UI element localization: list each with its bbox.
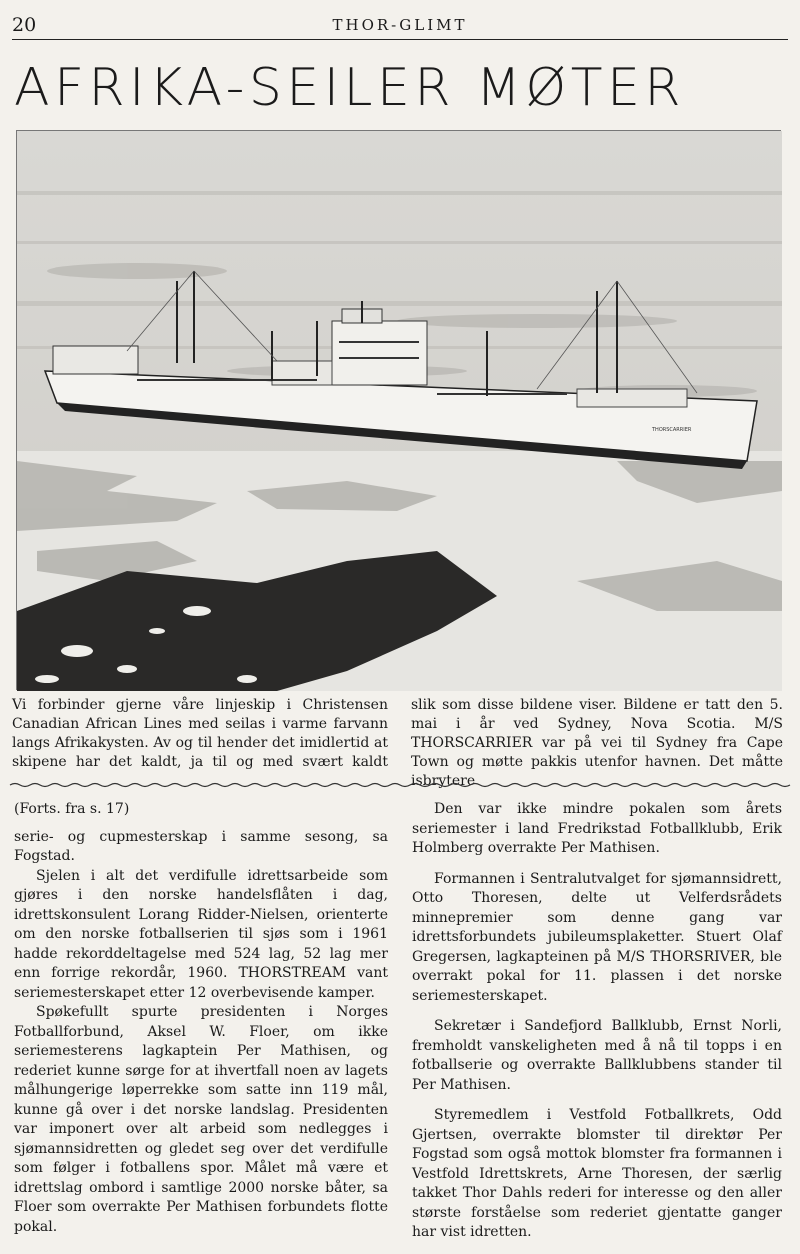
ship-name: THORSCARRIER xyxy=(652,427,692,433)
article-column-left xyxy=(14,800,388,1237)
paragraph: serie- og cupmesterskap i samme sesong, sa Fogstad. xyxy=(14,828,388,864)
paragraph: Styremedlem i Vestfold Fotballkrets, Odd Gjertsen, overrakte blomster til direktør Per Fogstad som også mottok blomster fra formannen i Vestfold Idrettskrets, Arne Thoresen, der særlig takket Thor Dahls rederi for interesse og den aller største forståelse som rederiet gjentatte ganger har vist idretten. xyxy=(412,1107,782,1240)
paragraph: Sekretær i Sandefjord Ballklubb, Ernst Norli, fremholdt vanskeligheten med å nå til topps i en fotballserie og overrakte Ballklubbens stander til Per Mathisen. xyxy=(412,1018,782,1093)
paragraph: Den var ikke mindre pokalen som årets seriemester i land Fredrikstad Fotballklubb, Erik Holmberg overrakte Per Mathisen. xyxy=(412,801,782,856)
paragraph: Formannen i Sentralutvalget for sjømannsidrett, Otto Thoresen, delte ut Velferdsrådets minnepremier som denne gang var idrettsforbundets jubileumsplaketter. Stuert Olaf Gregersen, lagkapteinen på M/S THORSRIVER, ble overrakt pokal for 11. plassen i det norske seriemesterskapet. xyxy=(412,870,782,1004)
photo-caption-right: slik som disse bildene viser. Bildene er tatt den 5. mai i år ved Sydney, Nova Scotia. M/S THORSCARRIER var på vei til Sydney fra Cape Town og møtte pakkis utenfor havnen. Det måtte isbrytere xyxy=(411,697,783,789)
paragraph: Spøkefullt spurte presidenten i Norges Fotballforbund, Aksel W. Floer, om ikke seriemesterens lagkaptein Per Mathisen, og rederiet kunne sørge for at ihvertfall noen av lagets målhungerige løperrekke som satte inn 119 mål, kunne gå over i det norske landslag. Presidenten var imponert over alt arbeid som nedlegges i sjømannsidretten og gledet seg over det verdifulle som følger i fotballens spor. Målet må være et idrettslag ombord i samtlige 2000 norske båter, sa Floer som overrakte Per Mathisen forbundets flotte pokal. xyxy=(14,1004,388,1235)
ship-illustration xyxy=(17,131,782,691)
photo-caption-left: Vi forbinder gjerne våre linjeskip i Christensen Canadian African Lines med seilas i varme farvann langs Afrikakysten. Av og til hender det imidlertid at skipene har det kaldt, ja til og med svært kaldt xyxy=(12,697,388,770)
article-title: AFRIKA-SEILER MØTER xyxy=(14,58,686,118)
running-title: THOR-GLIMT xyxy=(332,16,468,34)
page-number: 20 xyxy=(12,14,37,36)
header-rule xyxy=(12,39,788,40)
ship-in-ice-photo xyxy=(16,130,781,690)
wavy-divider xyxy=(10,782,790,788)
continued-from-note: (Forts. fra s. 17) xyxy=(14,801,130,817)
article-column-right xyxy=(412,800,782,1254)
paragraph: Sjelen i alt det verdifulle idrettsarbeide som gjøres i den norske handelsflåten i dag, idrettskonsulent Lorang Ridder-Nielsen, orienterte om den norske fotballserien til sjøs som i 1961 hadde rekorddeltagelse med 524 lag, 52 lag mer enn forrige rekordår, 1960. THORSTREAM vant seriemesterskapet etter 12 overbevisende kamper. xyxy=(14,867,388,1001)
